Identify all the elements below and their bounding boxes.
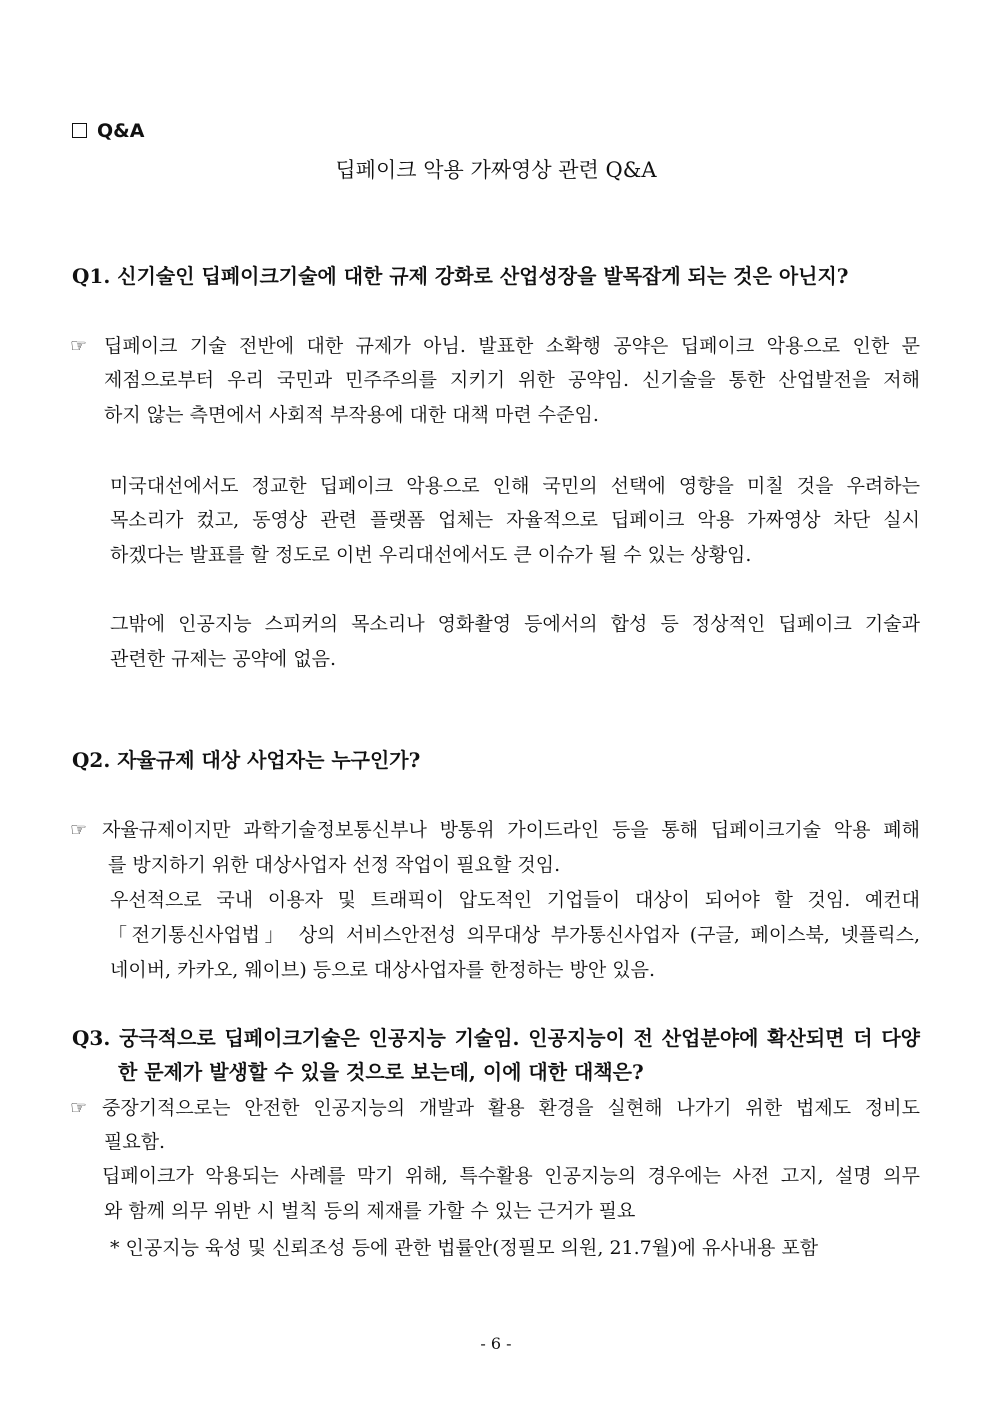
q1-answer-line-1: 딥페이크 기술 전반에 대한 규제가 아님. 발표한 소확행 공약은 딥페이크 악용으로 인한 문 bbox=[104, 335, 920, 357]
q3-answer2-line-2: 와 함께 의무 위반 시 벌칙 등의 제재를 가할 수 있는 근거가 필요 bbox=[104, 1200, 636, 1222]
q1-answer-line-2: 제점으로부터 우리 국민과 민주주의를 지키기 위한 공약임. 신기술을 통한 산업발전을 저해 bbox=[104, 369, 920, 391]
q2-answer-line-1: 자율규제이지만 과학기술정보통신부나 방통위 가이드라인 등을 통해 딥페이크기술 악용 폐해 bbox=[102, 819, 920, 841]
q3-answer-pointer-wrap bbox=[70, 1096, 100, 1120]
section-header bbox=[72, 118, 144, 144]
q1-para3-line-1: 그밖에 인공지능 스피커의 목소리나 영화촬영 등에서의 합성 등 정상적인 딥페이크 기술과 bbox=[110, 613, 920, 635]
pointing-hand-icon: ☞ bbox=[70, 819, 88, 841]
question-1: Q1. 신기술인 딥페이크기술에 대한 규제 강화로 산업성장을 발목잡게 되는 것은 아닌지? bbox=[72, 264, 849, 288]
q2-answer2-line-1: 우선적으로 국내 이용자 및 트래픽이 압도적인 기업들이 대상이 되어야 할 것임. 예컨대 bbox=[110, 889, 920, 911]
q2-answer-line-2: 를 방지하기 위한 대상사업자 선정 작업이 필요할 것임. bbox=[108, 854, 561, 876]
q2-answer2-line-2: 「전기통신사업법」 상의 서비스안전성 의무대상 부가통신사업자 (구글, 페이스북, 넷플릭스, bbox=[108, 924, 920, 946]
question-2: Q2. 자율규제 대상 사업자는 누구인가? bbox=[72, 748, 421, 772]
q3-footnote: * 인공지능 육성 및 신뢰조성 등에 관한 법률안(정필모 의원, 21.7월)에 유사내용 포함 bbox=[110, 1237, 819, 1259]
q2-answer2-line-3: 네이버, 카카오, 웨이브) 등으로 대상사업자를 한정하는 방안 있음. bbox=[110, 959, 656, 981]
q1-para2-line-3: 하겠다는 발표를 할 정도로 이번 우리대선에서도 큰 이슈가 될 수 있는 상황임. bbox=[110, 544, 752, 566]
q3-answer2-line-1: 딥페이크가 악용되는 사례를 막기 위해, 특수활용 인공지능의 경우에는 사전 고지, 설명 의무 bbox=[102, 1165, 920, 1187]
q1-answer-line-3: 하지 않는 측면에서 사회적 부작용에 대한 대책 마련 수준임. bbox=[104, 404, 599, 426]
q2-answer-pointer-wrap bbox=[70, 818, 100, 842]
q3-answer-line-1: 중장기적으로는 안전한 인공지능의 개발과 활용 환경을 실현해 나가기 위한 법제도 정비도 bbox=[102, 1097, 920, 1119]
q1-para2-line-2: 목소리가 컸고, 동영상 관련 플랫폼 업체는 자율적으로 딥페이크 악용 가짜영상 차단 실시 bbox=[110, 509, 920, 531]
q1-para2-line-1: 미국대선에서도 정교한 딥페이크 악용으로 인해 국민의 선택에 영향을 미칠 것을 우려하는 bbox=[110, 475, 920, 497]
checkbox-square-icon bbox=[72, 123, 87, 138]
question-3-line-1: Q3. 궁극적으로 딥페이크기술은 인공지능 기술임. 인공지능이 전 산업분야에 확산되면 더 다양 bbox=[72, 1026, 920, 1050]
page-number: - 6 - bbox=[480, 1334, 512, 1353]
pointing-hand-icon: ☞ bbox=[70, 1097, 88, 1119]
document-title: 딥페이크 악용 가짜영상 관련 Q&A bbox=[335, 158, 657, 182]
pointing-hand-icon: ☞ bbox=[70, 335, 88, 357]
q3-answer-line-2: 필요함. bbox=[104, 1131, 166, 1153]
q1-answer-line-1-wrap bbox=[70, 334, 100, 358]
section-label: Q&A bbox=[97, 120, 145, 142]
question-3-line-2: 한 문제가 발생할 수 있을 것으로 보는데, 이에 대한 대책은? bbox=[118, 1060, 644, 1084]
q1-para3-line-2: 관련한 규제는 공약에 없음. bbox=[110, 648, 337, 670]
